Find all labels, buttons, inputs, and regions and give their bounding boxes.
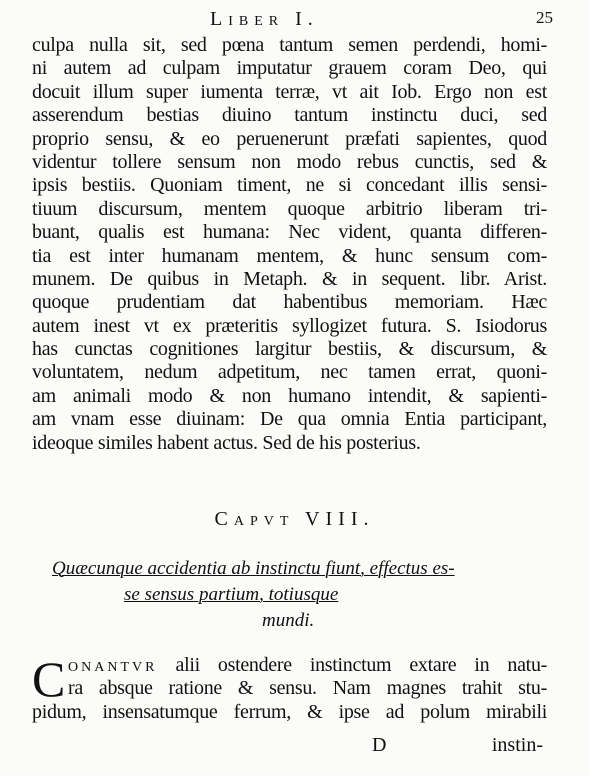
body-text	[32, 34, 547, 455]
text-line: buant, qualis est humana: Nec vident, quanta differen-	[32, 221, 547, 244]
text-line: am vnam esse diuinam: De qua omnia Entia participant,	[32, 408, 547, 431]
page-footer	[0, 734, 589, 758]
chapter-title-line: Quæcunque accidentia ab instinctu fiunt, effectus es-	[52, 558, 455, 579]
text-line	[32, 654, 547, 677]
running-head: Liber I.	[210, 8, 319, 30]
text-line: autem inest vt ex præteritis syllogizet futura. S. Isiodorus	[32, 314, 547, 337]
text-line: has cunctas cognitiones largitur bestiis, & discursum, &	[32, 338, 547, 361]
chapter-title-line: mundi.	[262, 610, 315, 631]
text-line: tia est inter humanam mentem, & hunc sensum com-	[32, 244, 547, 267]
first-word-rest: onantvr	[68, 654, 158, 676]
text-line: ni autem ad culpam imputatur grauem coram Deo, qui	[32, 57, 547, 80]
chapter-title	[52, 556, 542, 634]
text-line: proprio sensu, & eo peruenerunt præfati sapientes, quod	[32, 127, 547, 150]
chapter-heading: Capvt VIII.	[214, 508, 375, 530]
text-line-rest: alii ostendere instinctum extare in natu-	[175, 654, 547, 676]
text-line: ra absque ratione & sensu. Nam magnes trahit stu-	[68, 677, 547, 700]
text-line: ideoque similes habent actus. Sed de his posterius.	[32, 431, 421, 454]
text-line: asserendum bestias diuino tantum instinctu duci, sed	[32, 104, 547, 127]
text-line: ipsis bestiis. Quoniam timent, ne si concedant illis sensi-	[32, 174, 547, 197]
chapter-title-line: se sensus partium, totiusque	[124, 584, 339, 605]
page-number: 25	[536, 8, 553, 27]
text-line: tiuum discursum, mentem quoque arbitrio liberam tri-	[32, 197, 547, 220]
text-line: am animali modo & non humano intendit, & sapienti-	[32, 384, 547, 407]
page-header	[0, 6, 589, 32]
chapter-body	[32, 651, 547, 724]
text-line: munem. De quibus in Metaph. & in sequent. libr. Arist.	[32, 267, 547, 290]
text-line: pidum, insensatumque ferrum, & ipse ad polum mirabili	[32, 700, 547, 723]
text-line: voluntatem, nedum adpetitum, nec tamen errat, quoni-	[32, 361, 547, 384]
text-line: videntur tollere sensum non modo rebus cunctis, sed &	[32, 150, 547, 173]
show-through-text	[70, 476, 75, 496]
drop-cap: C	[32, 651, 66, 707]
text-line: docuit illum super iumenta terræ, vt ait Iob. Ergo non est	[32, 80, 547, 103]
text-line: quoque prudentiam dat habentibus memoriam. Hæc	[32, 291, 547, 314]
catchword: instin-	[491, 734, 543, 756]
signature-mark: D	[372, 734, 387, 756]
text-line: culpa nulla sit, sed pœna tantum semen perdendi, homi-	[32, 34, 547, 56]
